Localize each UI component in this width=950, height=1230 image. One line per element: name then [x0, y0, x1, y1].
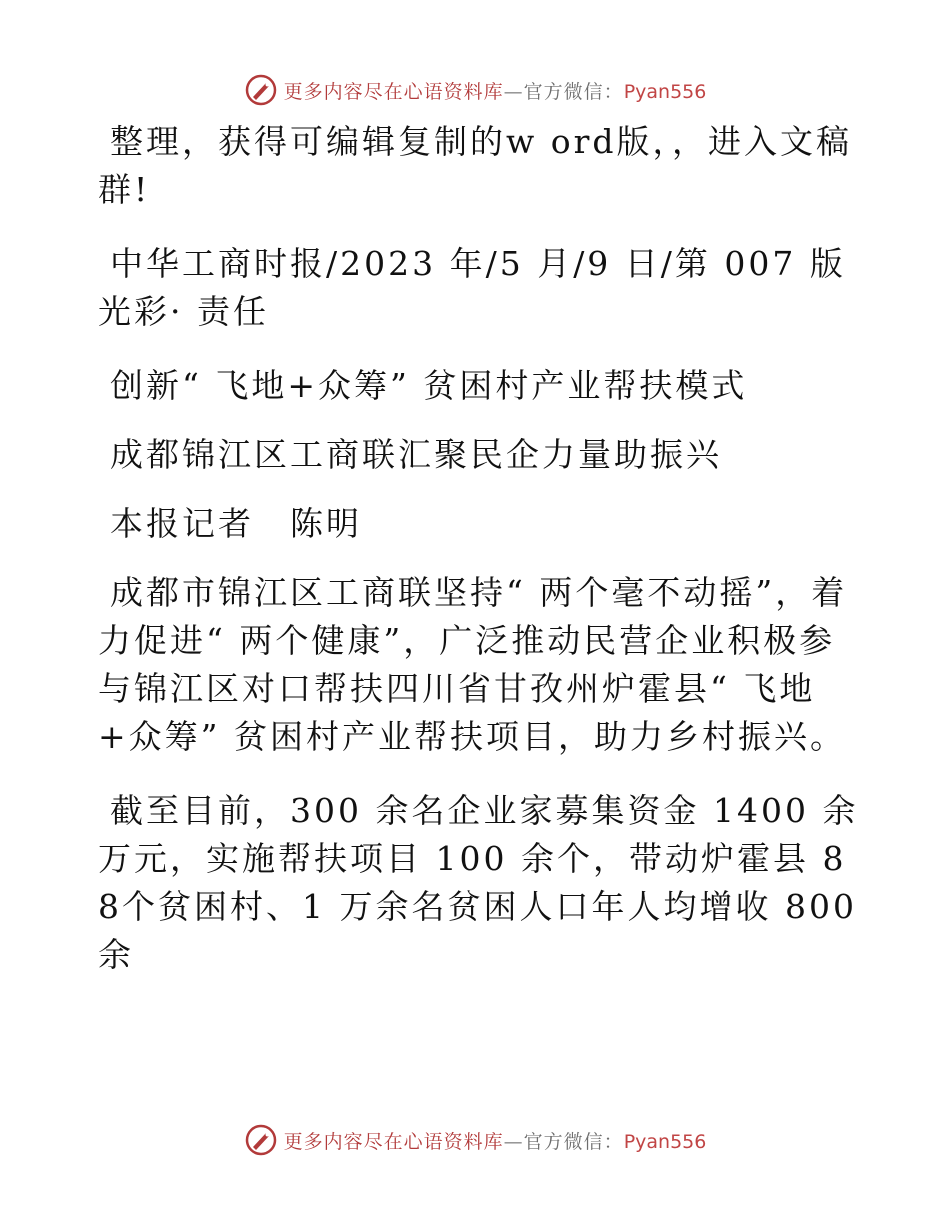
- footer-watermark-banner: [0, 1120, 950, 1160]
- watermark-text: [284, 77, 707, 104]
- watermark-dash: —: [503, 80, 524, 103]
- article-subheadline: 成都锦江区工商联汇聚民企力量助振兴: [110, 435, 722, 474]
- watermark-wechat-handle: Pyan556: [623, 1130, 707, 1153]
- watermark-wechat-label: 官方微信：: [523, 1130, 624, 1153]
- pen-nib-logo-icon: [244, 1123, 278, 1157]
- pen-nib-logo-icon: [244, 73, 278, 107]
- watermark-dash: —: [503, 1130, 524, 1153]
- header-watermark-banner: [0, 70, 950, 110]
- watermark-site-name: 更多内容尽在心语资料库: [283, 80, 504, 103]
- watermark-site-name: 更多内容尽在心语资料库: [283, 1130, 504, 1153]
- paragraph-intro: 整理，获得可编辑复制的w ord版，，进入文稿群!: [98, 122, 853, 209]
- article-headline: 创新“ 飞地+众筹” 贫困村产业帮扶模式: [110, 366, 748, 405]
- paragraph-body-2: 截至目前，300 余名企业家募集资金 1400 余万元，实施帮扶项目 100 余个，带动炉霍县 88个贫困村、1 万余名贫困人口年人均增收 800 余: [98, 791, 859, 974]
- paragraph-body-1: 成都市锦江区工商联坚持“ 两个毫不动摇”，着力促进“ 两个健康”，广泛推动民营企业积极参与锦江区对口帮扶四川省甘孜州炉霍县“ 飞地+众筹” 贫困村产业帮扶项目，助力乡村振兴。: [98, 573, 848, 756]
- document-body: [98, 118, 868, 1005]
- watermark-wechat-label: 官方微信：: [523, 80, 624, 103]
- watermark-text: [284, 1127, 707, 1154]
- article-byline: 本报记者 陈明: [110, 504, 362, 543]
- watermark-wechat-handle: Pyan556: [623, 80, 707, 103]
- paragraph-source-line: 中华工商时报/2023 年/5 月/9 日/第 007 版光彩· 责任: [98, 244, 846, 331]
